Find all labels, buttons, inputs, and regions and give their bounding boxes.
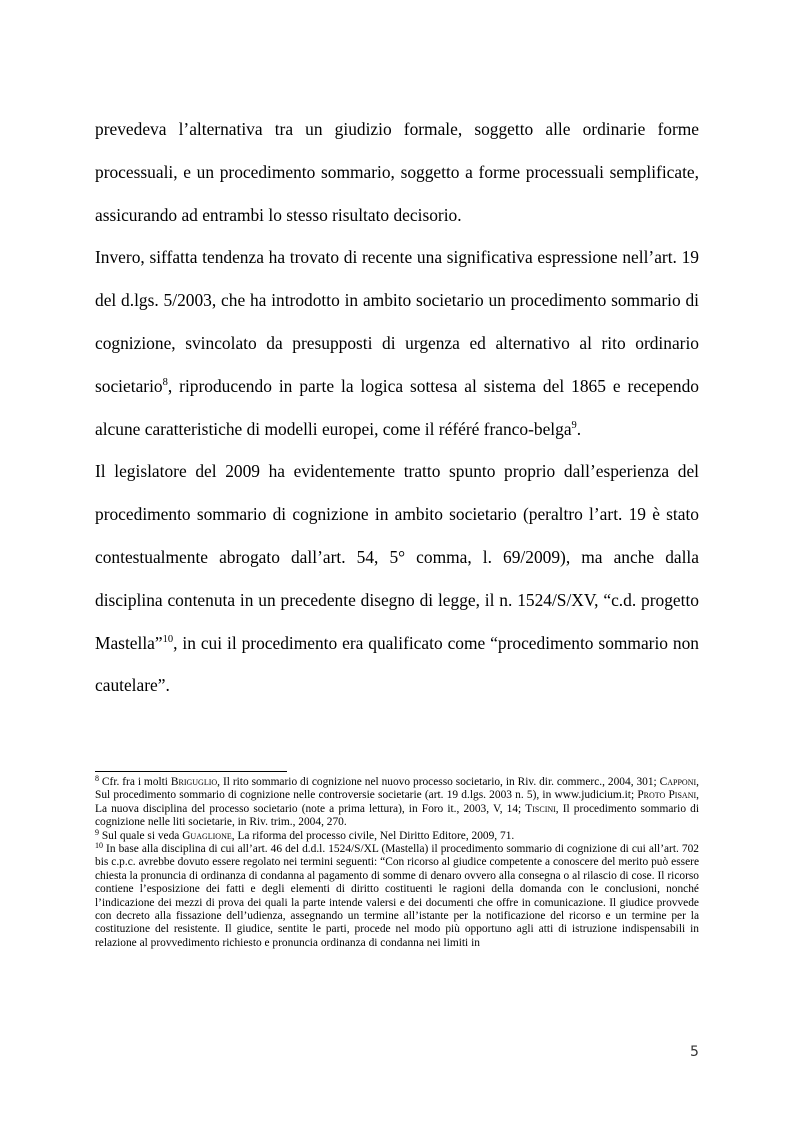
paragraph-2-text-b: , riproducendo in parte la logica sottesa al sistema del 1865 e recependo alcune caratteristiche di modelli europei, come il référé franco-belga [95, 375, 699, 439]
footnote-9-text-1: Sul quale si veda [99, 829, 183, 842]
footnote-8-author-3: Proto Pisani [637, 789, 697, 802]
paragraph-3-text-a: Il legislatore del 2009 ha evidentemente tratto spunto proprio dall’esperienza del procedimento sommario di cognizione in ambito societario (peraltro l’art. 19 è stato contestualmente abrogato dall’art. 54, 5° comma, l. 69/2009), ma anche dalla disciplina contenuta in un precedente disegno di legge, il n. 1524/S/XV, “c.d. progetto Mastella” [95, 461, 699, 653]
paragraph-3-text-b: , in cui il procedimento era qualificato come “procedimento sommario non cautelare”. [95, 632, 699, 696]
footnote-9 [95, 827, 699, 843]
paragraph-2-text-c: . [576, 418, 582, 439]
footnote-10 [95, 843, 699, 950]
footnote-9-text-2: , La riforma del processo civile, Nel Diritto Editore, 2009, 71. [231, 829, 515, 842]
footnote-8-text-1: Cfr. fra i molti [99, 776, 171, 788]
footnote-9-author-1: Guaglione [182, 829, 232, 842]
footnotes [95, 776, 699, 950]
footnote-8-author-2: Capponi [659, 776, 697, 788]
footnote-ref-8: 8 [162, 376, 168, 388]
footnote-8-text-2: , Il rito sommario di cognizione nel nuovo processo societario, in Riv. dir. commerc., 2004, 301; [217, 776, 660, 788]
paragraph-1-text: prevedeva l’alternativa tra un giudizio formale, soggetto alle ordinarie forme processuali, e un procedimento sommario, soggetto a forme processuali semplificate, assicurando ad entrambi lo stesso risultato decisorio. [95, 119, 699, 225]
footnote-9-number: 9 [95, 827, 99, 837]
footnote-8 [95, 776, 699, 830]
footnote-separator [95, 771, 287, 772]
footnote-8-text-5: , Il procedimento sommario di cognizione nelle liti societarie, in Riv. trim., 2004, 270. [95, 802, 699, 829]
page-number: 5 [690, 1044, 699, 1060]
footnote-8-text-3: , Sul procedimento sommario di cognizione nelle controversie societarie (art. 19 d.lgs. 2003 n. 5), in www.judicium.it; [95, 776, 700, 802]
footnote-8-number: 8 [95, 774, 99, 783]
footnote-ref-9: 9 [571, 419, 577, 431]
main-text [95, 108, 699, 707]
paragraph-2 [95, 236, 699, 450]
footnote-8-text-4: , La nuova disciplina del processo societario (note a prima lettura), in Foro it., 2003, V, 14; [95, 789, 700, 815]
footnote-10-number: 10 [95, 841, 103, 851]
footnote-10-text: In base alla disciplina di cui all’art. 46 del d.d.l. 1524/S/XL (Mastella) il procedimento sommario di cognizione di cui all’art. 702 bis c.p.c. avrebbe dovuto essere regolato nei termini seguenti: “Con ricorso al giudice competente a conoscere del merito può essere chiesta la pronuncia di ordinanza di condanna al pagamento di somme di denaro ovvero alla consegna o al rilascio di cose. Il ricorso contiene l’esposizione dei fatti e degli elementi di diritto costituenti le ragioni della domanda con le conclusioni, nonché l’indicazione dei mezzi di prova dei quali la parte intende valersi e dei documenti che offre in comunicazione. Il giudice provvede con decreto alla fissazione dell’udienza, assegnando un termine all’istante per la notificazione del ricorso e un termine per la costituzione del resistente. Il giudice, sentite le parti, procede nel modo più opportuno agli atti di istruzione indispensabili in relazione al provvedimento richiesto e pronuncia ordinanza di condanna nei limiti in [95, 843, 699, 949]
paragraph-1 [95, 108, 699, 236]
footnote-8-author-1: Briguglio [170, 776, 218, 788]
footnote-ref-10: 10 [162, 633, 174, 645]
paragraph-2-text-a: Invero, siffatta tendenza ha trovato di recente una significativa espressione nell’art. 19 del d.lgs. 5/2003, che ha introdotto in ambito societario un procedimento sommario di cognizione, svincolato da presupposti di urgenza ed alternativo al rito ordinario societario [95, 247, 699, 396]
footnote-8-author-4: Tiscini [525, 802, 556, 815]
paragraph-3 [95, 450, 699, 707]
